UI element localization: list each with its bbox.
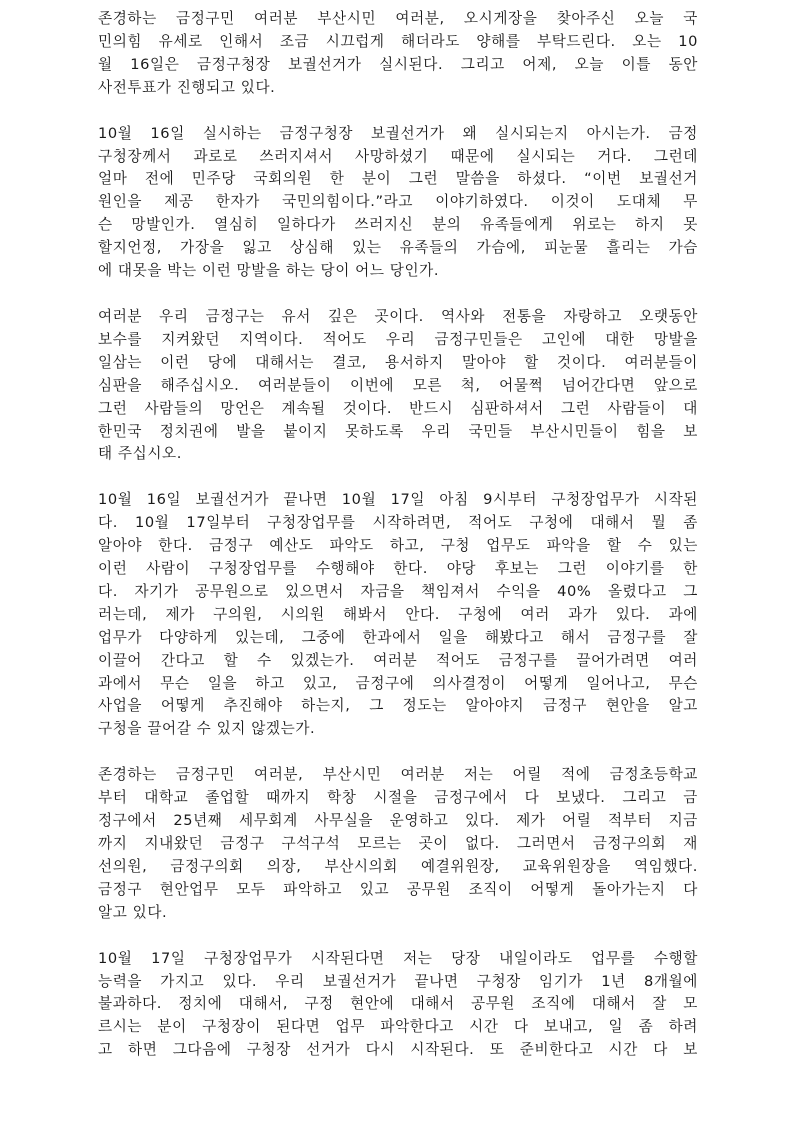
text-line: 고 하면 그다음에 구청장 선거가 다시 시작된다. 또 준비한다고 시간 다 보 (98, 1041, 698, 1059)
text-line: 다. 10월 17일부터 구청장업무를 시작하려면, 적어도 구청에 대해서 뭘 좀 (98, 514, 698, 532)
text-line: 슨 망발인가. 열심히 일하다가 쓰러지신 분의 유족들에게 위로는 하지 못 (98, 216, 698, 234)
text-line: 에 대못을 박는 이런 망발을 하는 당이 어느 당인가. (98, 262, 440, 280)
text-line: 존경하는 금정구민 여러분, 부산시민 여러분 저는 어릴 적에 금정초등학교 (98, 766, 698, 784)
text-line: 사업을 어떻게 추진해야 하는지, 그 정도는 알아야지 금정구 현안을 알고 (98, 697, 698, 715)
text-line: 한민국 정치권에 발을 붙이지 못하도록 우리 국민들 부산시민들이 힘을 보 (98, 422, 698, 440)
text-line: 능력을 가지고 있다. 우리 보궐선거가 끝나면 구청장 임기가 1년 8개월에 (98, 972, 698, 990)
text-line: 할지언정, 가장을 잃고 상심해 있는 유족들의 가슴에, 피눈물 흘리는 가슴 (98, 239, 698, 257)
text-line: 월 16일은 금정구청장 보궐선거가 실시된다. 그리고 어제, 오늘 이틀 동안 (98, 55, 698, 73)
paragraph-4 (98, 489, 698, 741)
text-line: 존경하는 금정구민 여러분 부산시민 여러분, 오시게장을 찾아주신 오늘 국 (98, 10, 698, 27)
text-line: 10월 17일 구청장업무가 시작된다면 저는 당장 내일이라도 업무를 수행할 (98, 949, 698, 967)
text-line: 10월 16일 보궐선거가 끝나면 10월 17일 아침 9시부터 구청장업무가 시작된 (98, 491, 698, 509)
text-line: 일삼는 이런 당에 대해서는 결코, 용서하지 말아야 할 것이다. 여러분들이 (98, 353, 698, 371)
text-line: 보수를 지켜왔던 지역이다. 적어도 우리 금정구민들은 고인에 대한 망발을 (98, 330, 698, 348)
text-line: 다. 자기가 공무원으로 있으면서 자금을 책임져서 수익을 40% 올렸다고 그 (98, 582, 698, 600)
text-line: 구청을 끌어갈 수 있지 않겠는가. (98, 720, 316, 738)
text-line: 부터 대학교 졸업할 때까지 학창 시절을 금정구에서 다 보냈다. 그리고 금 (98, 789, 698, 807)
text-line: 알아야 한다. 금정구 예산도 파악도 하고, 구청 업무도 파악을 할 수 있는 (98, 537, 698, 555)
text-line: 정구에서 25년째 세무회계 사무실을 운영하고 있다. 제가 어릴 적부터 지금 (98, 812, 698, 830)
document-body (98, 8, 698, 1085)
text-line: 알고 있다. (98, 903, 168, 921)
text-line: 그런 사람들의 망언은 계속될 것이다. 반드시 심판하셔서 그런 사람들이 대 (98, 399, 698, 417)
text-line: 선의원, 금정구의회 의장, 부산시의회 예결위원장, 교육위원장을 역임했다. (98, 857, 698, 875)
text-line: 업무가 다양하게 있는데, 그중에 한과에서 일을 해봤다고 해서 금정구를 잘 (98, 628, 698, 646)
text-line: 얼마 전에 민주당 국회의원 한 분이 그런 말씀을 하셨다. “이번 보궐선거 (98, 170, 698, 188)
text-line: 10월 16일 실시하는 금정구청장 보궐선거가 왜 실시되는지 아시는가. 금정 (98, 124, 698, 142)
paragraph-5 (98, 764, 698, 924)
text-line: 러는데, 제가 구의원, 시의원 해봐서 안다. 구청에 여러 과가 있다. 과에 (98, 605, 698, 623)
text-line: 불과하다. 정치에 대해서, 구정 현안에 대해서 공무원 조직에 대해서 잘 모 (98, 995, 698, 1013)
text-line: 금정구 현안업무 모두 파악하고 있고 공무원 조직이 어떻게 돌아가는지 다 (98, 880, 698, 898)
paragraph-2 (98, 123, 698, 283)
text-line: 과에서 무슨 일을 하고 있고, 금정구에 의사결정이 어떻게 일어나고, 무슨 (98, 674, 698, 692)
text-line: 태 주십시오. (98, 445, 182, 463)
text-line: 구청장께서 과로로 쓰러지셔서 사망하셨기 때문에 실시되는 거다. 그런데 (98, 147, 698, 165)
text-line: 여러분 우리 금정구는 유서 깊은 곳이다. 역사와 전통을 자랑하고 오랫동안 (98, 307, 698, 325)
text-line: 이런 사람이 구청장업무를 수행해야 한다. 야당 후보는 그런 이야기를 한 (98, 560, 698, 578)
paragraph-3 (98, 306, 698, 466)
text-line: 원인을 제공 한자가 국민의힘이다.”라고 이야기하였다. 이것이 도대체 무 (98, 193, 698, 211)
text-line: 이끌어 간다고 할 수 있겠는가. 여러분 적어도 금정구를 끌어가려면 여러 (98, 651, 698, 669)
text-line: 민의힘 유세로 인해서 조금 시끄럽게 해더라도 양해를 부탁드린다. 오는 10 (98, 32, 698, 50)
text-line: 까지 지내왔던 금정구 구석구석 모르는 곳이 없다. 그러면서 금정구의회 재 (98, 835, 698, 852)
text-line: 심판을 해주십시오. 여러분들이 이번에 모른 척, 어물쩍 넘어간다면 앞으로 (98, 376, 698, 394)
text-line: 르시는 분이 구청장이 된다면 업무 파악한다고 시간 다 보내고, 일 좀 하려 (98, 1018, 698, 1036)
paragraph-6 (98, 948, 698, 1063)
text-line: 사전투표가 진행되고 있다. (98, 78, 276, 96)
paragraph-1 (98, 8, 698, 100)
